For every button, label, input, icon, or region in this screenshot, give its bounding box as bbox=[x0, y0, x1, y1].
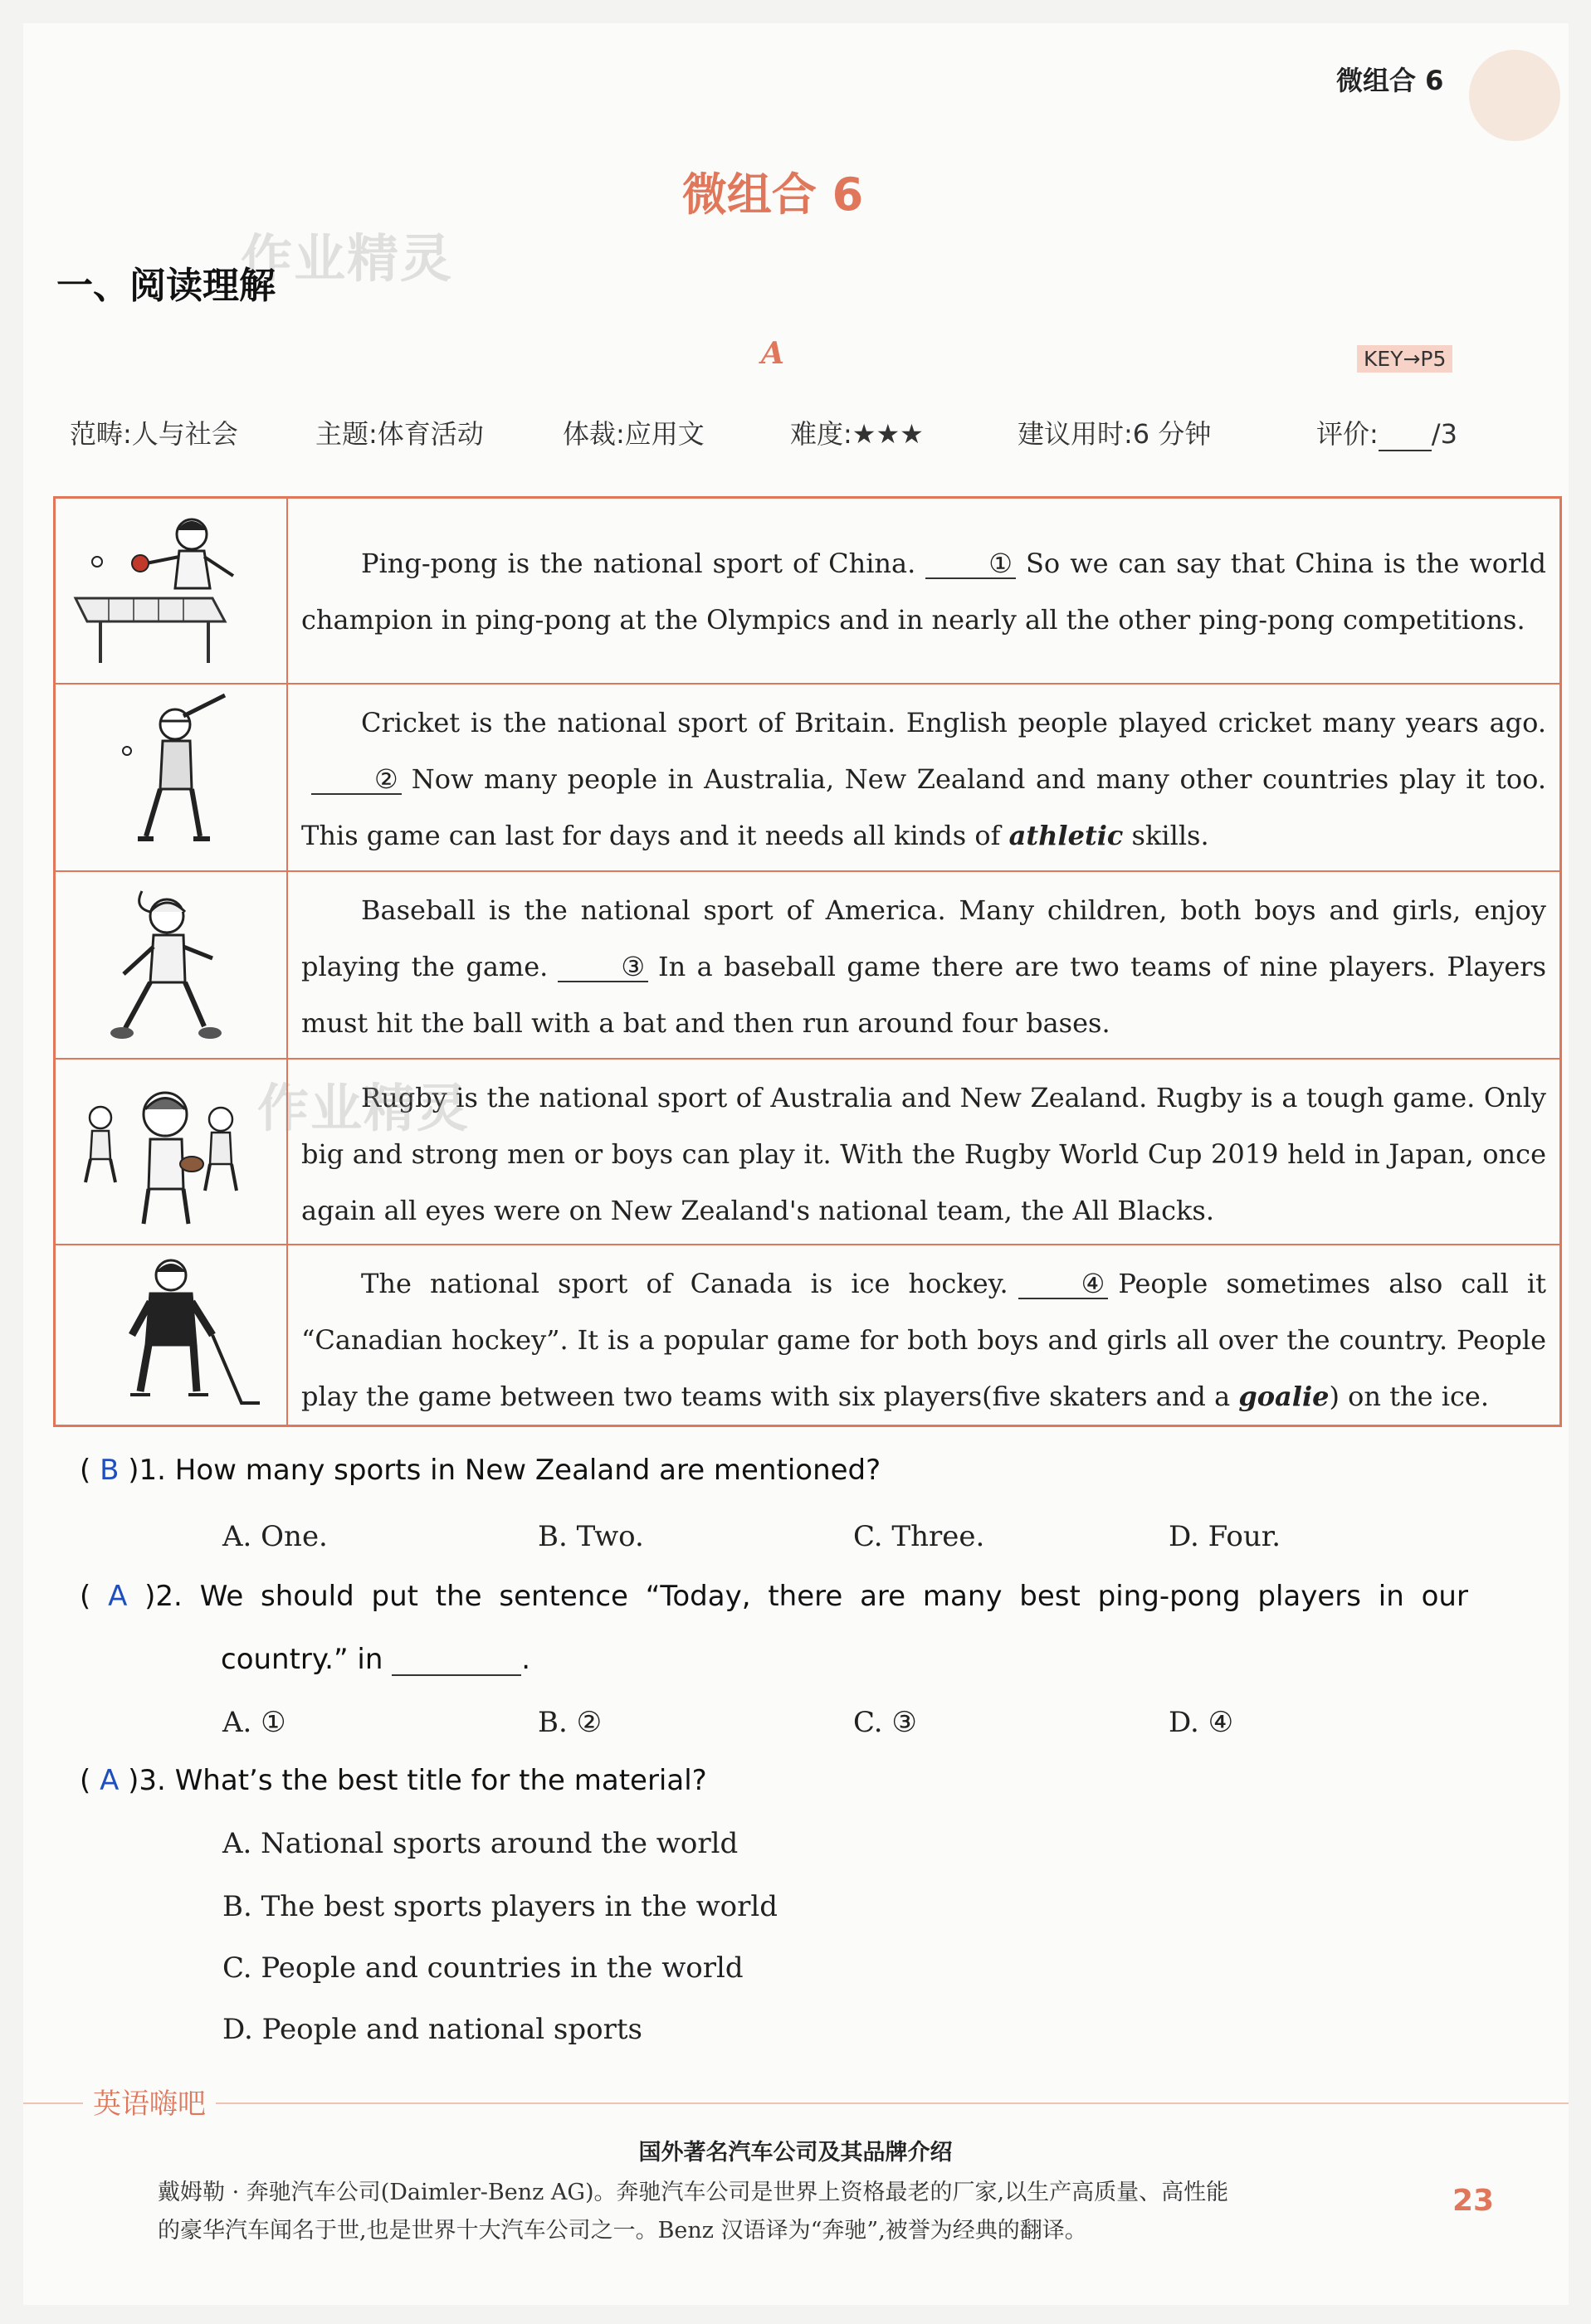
blank-4[interactable]: ④ bbox=[1018, 1269, 1109, 1299]
answer-mark[interactable]: A bbox=[108, 1580, 128, 1613]
option-a[interactable]: A. One. bbox=[222, 1520, 328, 1553]
score-total: /3 bbox=[1431, 418, 1457, 450]
sports-table bbox=[53, 496, 1562, 1427]
question-2: ( A )2. We should put the sentence “Today, there are many best ping-pong players in our bbox=[80, 1580, 1468, 1613]
option-a[interactable]: A. National sports around the world bbox=[222, 1827, 739, 1860]
option-b[interactable]: B. ② bbox=[538, 1706, 603, 1739]
option-d[interactable]: D. People and national sports bbox=[222, 2013, 642, 2046]
meta-difficulty: 难度:★★★ bbox=[790, 418, 924, 450]
meta-time: 建议用时:6 分钟 bbox=[1018, 418, 1212, 450]
header-decoration bbox=[1469, 50, 1560, 141]
ping-pong-player-icon bbox=[67, 505, 275, 671]
question-3: ( A )3. What’s the best title for the material? bbox=[80, 1764, 707, 1797]
passage-text: Baseball is the national sport of America. Many children, both boys and girls, enjoy playing the game. ③ In a baseball game there are two teams of nine players. Players must hit the ball with a bat and then run around four bases. bbox=[301, 894, 1546, 1039]
answer-key-badge: KEY→P5 bbox=[1357, 345, 1452, 373]
picture-cell bbox=[56, 872, 288, 1058]
score-label: 评价: bbox=[1316, 418, 1379, 450]
option-c[interactable]: C. People and countries in the world bbox=[222, 1951, 744, 1985]
option-c[interactable]: C. ③ bbox=[853, 1706, 917, 1739]
picture-cell bbox=[56, 499, 288, 683]
meta-category: 范畴:人与社会 bbox=[70, 418, 238, 450]
score-blank[interactable] bbox=[1379, 425, 1432, 451]
passage-text: Cricket is the national sport of Britain. English people played cricket many years ago.② Now many people in Australia, New Zealand and many other countries play it too. This game can last for days and it needs all kinds of athletic skills. bbox=[301, 707, 1546, 851]
option-d[interactable]: D. ④ bbox=[1169, 1706, 1234, 1739]
passage-text: The national sport of Canada is ice hockey. ④ People sometimes also call it “Canadian hockey”. It is a popular game for both boys and girls all over the country. People play the game between two teams with six players(five skaters and a goalie) on the ice. bbox=[301, 1268, 1547, 1412]
option-b[interactable]: B. Two. bbox=[538, 1520, 644, 1553]
passage-text: Rugby is the national sport of Australia and New Zealand. Rugby is a tough game. Only big and strong men or boys can play it. With the Rugby World Cup 2019 held in Japan, once again all eyes were on New Zealand's national team, the All Blacks. bbox=[301, 1082, 1546, 1226]
footer-divider bbox=[23, 2102, 1569, 2104]
passage-letter: A bbox=[761, 336, 784, 371]
answer-mark[interactable]: B bbox=[100, 1454, 120, 1487]
meta-score bbox=[1316, 413, 1457, 451]
meta-theme: 主题:体育活动 bbox=[315, 418, 484, 450]
rugby-players-icon bbox=[67, 1066, 275, 1236]
blank-1[interactable]: ① bbox=[925, 549, 1016, 579]
cricket-player-icon bbox=[67, 691, 275, 865]
picture-cell bbox=[56, 685, 288, 870]
option-b[interactable]: B. The best sports players in the world bbox=[222, 1890, 778, 1923]
table-row bbox=[56, 870, 1559, 1058]
passage-text: Ping-pong is the national sport of China. ① So we can say that China is the world champion in ping-pong at the Olympics and in nearly all the other ping-pong competitions. bbox=[301, 548, 1547, 636]
question-blank[interactable] bbox=[392, 1648, 521, 1676]
watermark: 作业精灵 bbox=[241, 228, 454, 289]
question-1: ( B )1. How many sports in New Zealand are mentioned? bbox=[80, 1454, 881, 1487]
ice-hockey-player-icon bbox=[67, 1252, 275, 1418]
meta-row bbox=[70, 413, 1481, 455]
option-a[interactable]: A. ① bbox=[222, 1706, 286, 1739]
baseball-player-icon bbox=[67, 879, 275, 1053]
blank-3[interactable]: ③ bbox=[558, 952, 648, 982]
footer-text: 戴姆勒 · 奔驰汽车公司(Daimler-Benz AG)。奔驰汽车公司是世界上资格最老的厂家,以生产高质量、高性能 的豪华汽车闻名于世,也是世界十大汽车公司之一。Benz 汉语译为“奔驰”,被誉为经典的翻译。 bbox=[158, 2180, 1229, 2244]
picture-cell bbox=[56, 1245, 288, 1425]
page-number: 23 bbox=[1452, 2184, 1495, 2218]
page-title: 微组合 6 bbox=[681, 168, 864, 221]
option-d[interactable]: D. Four. bbox=[1169, 1520, 1281, 1553]
header-tag: 微组合 6 bbox=[1336, 65, 1444, 96]
picture-cell bbox=[56, 1060, 288, 1244]
question-2-continued: country.” in . bbox=[221, 1643, 531, 1676]
table-row bbox=[56, 1244, 1559, 1425]
blank-2[interactable]: ② bbox=[311, 765, 402, 795]
watermark: 作业精灵 bbox=[257, 1078, 471, 1138]
footer-tag: 英语嗨吧 bbox=[83, 2081, 216, 2122]
table-row bbox=[56, 683, 1559, 870]
footer-title: 国外著名汽车公司及其品牌介绍 bbox=[638, 2140, 953, 2166]
option-c[interactable]: C. Three. bbox=[853, 1520, 985, 1553]
section-title: 一、阅读理解 bbox=[56, 265, 276, 307]
answer-mark[interactable]: A bbox=[100, 1764, 120, 1797]
meta-genre: 体裁:应用文 bbox=[563, 418, 705, 450]
table-row bbox=[56, 499, 1559, 683]
